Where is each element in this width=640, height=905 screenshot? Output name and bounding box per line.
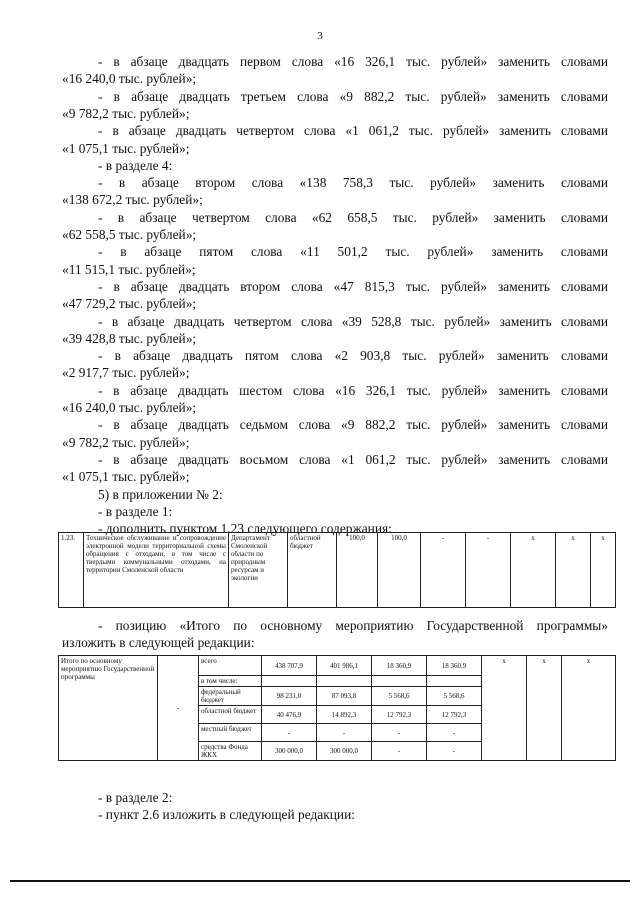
line-text: - в абзаце пятом слова «11 501,2 тыс. рублей» заменить словами: [98, 244, 608, 260]
text-line: [62, 469, 608, 485]
text-line: [62, 331, 608, 347]
line-text: - пункт 2.6 изложить в следующей редакции:: [98, 807, 355, 823]
text-line: [62, 348, 608, 364]
text-line: [62, 417, 608, 433]
item-x-1: х: [511, 533, 556, 608]
row-value: -: [317, 724, 372, 742]
line-text: - в абзаце двадцать седьмом слова «9 882,2 тыс. рублей» заменить словами: [98, 417, 608, 433]
text-line: [62, 192, 608, 208]
text-line: [62, 210, 608, 226]
row-value: -: [372, 742, 427, 761]
text-line: [62, 158, 608, 174]
line-text: - в абзаце четвертом слова «62 658,5 тыс. рублей» заменить словами: [98, 209, 608, 225]
row-label: всего: [199, 656, 262, 676]
table-item-1-23: [58, 532, 616, 608]
row-value: 300 000,0: [317, 742, 372, 761]
line-text: - в разделе 4:: [98, 157, 173, 173]
row-label: федеральный бюджет: [199, 687, 262, 706]
row-value: -: [372, 724, 427, 742]
line-text: - в абзаце двадцать первом слова «16 326,1 тыс. рублей» заменить словами: [98, 54, 608, 69]
line-text: «62 558,5 тыс. рублей»;: [62, 227, 197, 242]
line-text: 5) в приложении № 2:: [98, 486, 223, 502]
row-value: [372, 676, 427, 687]
total-title: Итого по основному мероприятию Государственной программы: [59, 656, 158, 761]
line-text: - в абзаце втором слова «138 758,3 тыс. рублей» заменить словами: [98, 175, 608, 191]
item-value-2: 100,0: [378, 533, 421, 608]
item-value-1: 100,0: [337, 533, 378, 608]
row-value: [262, 676, 317, 687]
total-x-1: х: [482, 656, 527, 761]
line-text: «1 075,1 тыс. рублей»;: [62, 140, 190, 156]
text-line: [62, 618, 608, 634]
text-line: [62, 504, 608, 520]
line-text: «1 075,1 тыс. рублей»;: [62, 469, 190, 485]
line-text: - позицию «Итого по основному мероприятию Государственной программы»: [98, 618, 608, 633]
row-value: 12 792,3: [427, 706, 482, 724]
item-name: Техническое обслуживание и сопровождение электронной модели территориальной схемы обращения с отходами, в том числе с твердыми коммунальными отходами, на территории Смоленской области: [84, 533, 229, 608]
line-text: - в абзаце двадцать шестом слова «16 326,1 тыс. рублей» заменить словами: [98, 382, 608, 398]
row-value: 5 568,6: [372, 687, 427, 706]
line-text: «9 782,2 тыс. рублей»;: [62, 105, 190, 121]
text-line: [62, 635, 608, 651]
row-value: [317, 676, 372, 687]
text-line: [62, 452, 608, 468]
item-value-4: -: [466, 533, 511, 608]
line-text: «39 428,8 тыс. рублей»;: [62, 330, 197, 346]
row-value: [427, 676, 482, 687]
row-value: 300 000,0: [262, 742, 317, 761]
line-text: - в абзаце двадцать четвертом слова «1 061,2 тыс. рублей» заменить словами: [98, 123, 608, 139]
bottom-rule: [10, 880, 630, 882]
line-text: - в абзаце двадцать втором слова «47 815,3 тыс. рублей» заменить словами: [98, 278, 608, 294]
line-text: - дополнить пунктом 1.23 следующего содержания:: [98, 521, 392, 537]
line-text: - в разделе 1:: [98, 503, 173, 519]
text-line: [62, 807, 608, 823]
line-text: «47 729,2 тыс. рублей»;: [62, 296, 197, 312]
text-line: [62, 227, 608, 243]
total-executor: -: [158, 656, 199, 761]
text-line: [62, 89, 608, 105]
item-x-2: х: [556, 533, 591, 608]
row-label: местный бюджет: [199, 724, 262, 742]
text-line: [62, 400, 608, 416]
text-line: [62, 435, 608, 451]
line-text: «138 672,2 тыс. рублей»;: [62, 192, 203, 208]
line-text: изложить в следующей редакции:: [62, 635, 255, 651]
row-label: в том числе:: [199, 676, 262, 687]
text-line: [62, 487, 608, 503]
text-line: [62, 54, 608, 70]
row-value: 401 986,1: [317, 656, 372, 676]
table-row: [59, 656, 616, 676]
text-line: [62, 141, 608, 157]
text-line: [62, 296, 608, 312]
item-source: областной бюджет: [288, 533, 337, 608]
text-line: [62, 123, 608, 139]
line-text: - в абзаце двадцать четвертом слова «39 528,8 тыс. рублей» заменить словами: [98, 313, 608, 329]
item-number: 1.23.: [59, 533, 84, 608]
row-value: 14 892,3: [317, 706, 372, 724]
row-value: -: [427, 724, 482, 742]
line-text: «16 240,0 тыс. рублей»;: [62, 400, 197, 415]
row-label: областной бюджет: [199, 706, 262, 724]
row-value: -: [262, 724, 317, 742]
item-value-3: -: [421, 533, 466, 608]
text-line: [62, 244, 608, 260]
page-number: 3: [317, 30, 323, 42]
row-value: 5 568,6: [427, 687, 482, 706]
text-line: [62, 314, 608, 330]
text-line: [62, 175, 608, 191]
text-line: [62, 365, 608, 381]
row-value: 40 476,9: [262, 706, 317, 724]
text-line: [62, 71, 608, 87]
row-value: 18 360,9: [372, 656, 427, 676]
item-x-3: х: [591, 533, 616, 608]
total-x-2: х: [527, 656, 562, 761]
row-label: средства Фонда ЖКХ: [199, 742, 262, 761]
row-value: 438 707,9: [262, 656, 317, 676]
row-value: 12 792,3: [372, 706, 427, 724]
line-text: - в абзаце двадцать третьем слова «9 882,2 тыс. рублей» заменить словами: [98, 88, 608, 104]
text-line: [62, 106, 608, 122]
line-text: - в абзаце двадцать пятом слова «2 903,8 тыс. рублей» заменить словами: [98, 348, 608, 364]
row-value: -: [427, 742, 482, 761]
text-line: [62, 790, 608, 806]
total-x-3: х: [562, 656, 616, 761]
line-text: - в разделе 2:: [98, 790, 173, 805]
line-text: «2 917,7 тыс. рублей»;: [62, 365, 190, 381]
row-value: 18 360,9: [427, 656, 482, 676]
table-total: [58, 655, 616, 761]
line-text: «9 782,2 тыс. рублей»;: [62, 434, 190, 450]
line-text: «11 515,1 тыс. рублей»;: [62, 261, 196, 277]
row-value: 98 231,0: [262, 687, 317, 706]
line-text: «16 240,0 тыс. рублей»;: [62, 71, 197, 87]
table-row: [59, 533, 616, 608]
line-text: - в абзаце двадцать восьмом слова «1 061,2 тыс. рублей» заменить словами: [98, 451, 608, 467]
item-executor: Департамент Смоленской области по природным ресурсам и экологии: [229, 533, 288, 608]
text-line: [62, 279, 608, 295]
text-line: [62, 262, 608, 278]
row-value: 87 093,8: [317, 687, 372, 706]
text-line: [62, 383, 608, 399]
